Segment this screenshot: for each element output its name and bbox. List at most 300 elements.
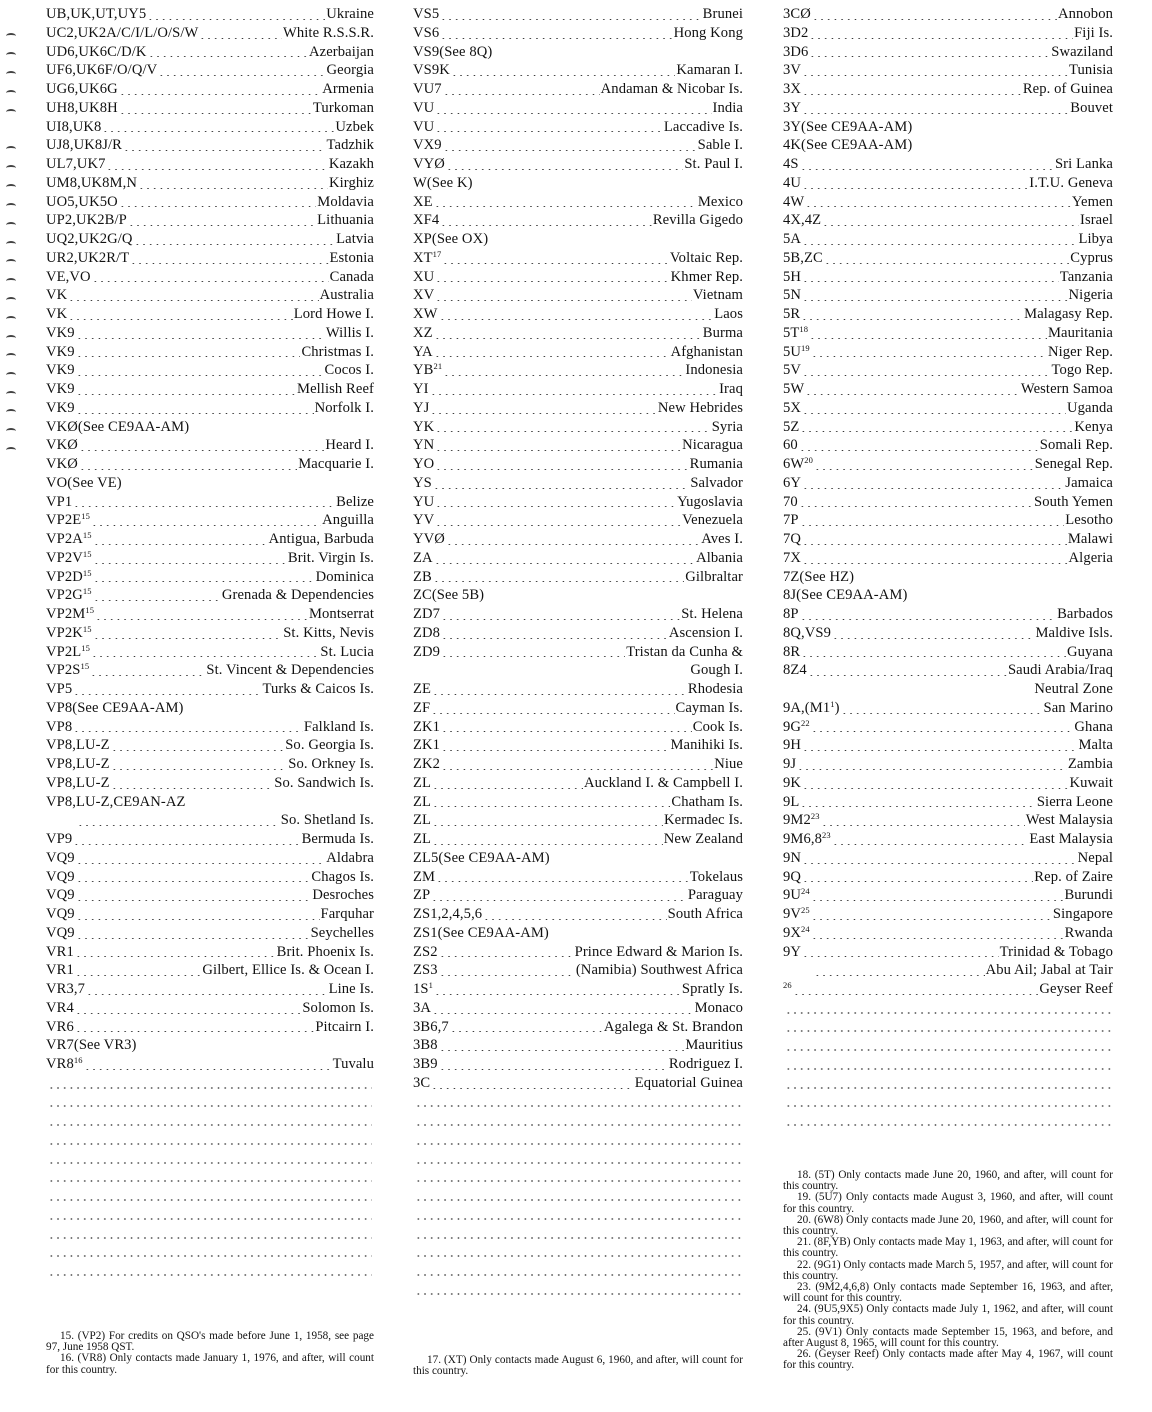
margin-mark [6,33,16,39]
dot-leader [48,1105,372,1107]
country-name: Sable I. [697,137,743,154]
prefix-text: ZL [413,831,432,847]
dot-leader [802,563,1067,564]
call-prefix [413,586,484,605]
country-name: Monaco [694,999,743,1016]
country-name: Gilbert, Ellice Is. & Ocean I. [202,962,374,979]
country-name: Yugoslavia [677,493,743,510]
list-item [413,868,743,887]
blank-entry-line [783,1018,1113,1037]
dot-leader [832,638,1034,639]
prefix-text: VQ9 [46,868,75,885]
list-item [46,830,374,849]
call-prefix [413,605,440,624]
dot-leader [434,206,697,207]
country-name: St. Lucia [320,643,374,660]
country-name: Malta [1078,737,1113,754]
list-item [413,80,743,99]
country-name: Annobon [1057,6,1113,22]
list-item [46,849,374,868]
country-name: Albania [696,549,743,566]
list-item [783,43,1113,62]
dot-leader [441,619,680,620]
call-prefix [46,80,118,99]
call-prefix [46,868,75,887]
country-name: I.T.U. Geneva [1029,174,1113,191]
country-name: Israel [1079,212,1113,229]
prefix-text: 4X,4Z [783,212,822,229]
footnote-ref: 15 [85,605,95,615]
country-name: Falkland Is. [303,718,374,735]
prefix-text: VK9 [46,362,75,379]
dot-leader [802,413,1066,414]
dot-leader [435,300,692,301]
dot-leader [441,769,713,770]
list-item [413,136,743,155]
list-item [46,811,374,830]
dot-leader [434,563,695,564]
call-prefix [46,1036,137,1055]
dot-leader [76,919,320,920]
country-name: Brit. Phoenix Is. [276,943,374,960]
call-prefix [46,61,157,80]
dot-leader [95,619,308,620]
prefix-text: YB [413,362,434,379]
blank-entry-line [46,1186,374,1205]
country-name: Togo Rep. [1051,362,1113,379]
prefix-text: 9H [783,737,802,754]
prefix-text: VK9 [46,343,75,360]
dot-leader [439,1069,668,1070]
prefix-text: XW [413,306,438,322]
list-item [413,493,743,512]
country-name: Heard I. [325,437,374,454]
call-prefix [413,718,440,737]
country-name: Kamaran I. [676,62,743,79]
footnote-ref: 24 [801,886,810,897]
list-item [46,324,374,343]
blank-entry-line [413,1093,743,1112]
list-item [46,999,374,1018]
list-item [783,474,1113,493]
country-name: Tunisia [1069,62,1113,79]
prefix-text: VS6 [413,24,440,41]
country-name: Fiji Is. [1074,24,1113,41]
prefix-text: ZC(See 5B) [413,587,485,604]
prefix-text: VQ9 [46,887,75,904]
country-name: Singapore [1052,906,1113,922]
prefix-text: 5H [783,268,802,285]
call-prefix [46,793,186,812]
dot-leader [435,431,710,432]
prefix-text: 3Y(See CE9AA-AM) [783,118,913,135]
call-prefix [413,5,439,24]
prefix-text: 8P [783,606,799,622]
prefix-text: 9A,(M1 [783,699,831,716]
prefix-text: UM8,UK8M,N [46,174,137,191]
list-item [783,699,1113,718]
list-item [783,886,1113,905]
prefix-text: VO(See VE) [46,474,122,491]
call-prefix [413,249,441,268]
prefix-text: VS5 [413,6,440,22]
dot-leader [832,844,1029,845]
prefix-text: VP2D [46,568,83,585]
call-prefix [413,24,439,43]
dot-leader [432,806,670,807]
country-name: Brit. Virgin Is. [287,549,374,566]
footnote-ref: 17 [432,248,442,259]
dot-leader [802,544,1067,545]
list-item [783,61,1113,80]
call-prefix [413,905,482,924]
dot-leader [48,1162,372,1164]
dot-leader [811,356,1047,357]
prefix-text: 9V [783,906,802,922]
call-prefix [783,886,810,905]
prefix-text: UB,UK,UT,UY5 [46,6,147,22]
prefix-text: VP1 [46,493,73,510]
call-prefix [783,980,792,999]
call-prefix [413,680,431,699]
call-prefix [46,361,75,380]
dot-leader [75,1013,301,1014]
prefix-text: VP8,LU-Z [46,774,110,791]
list-item [413,586,743,605]
call-prefix [46,249,129,268]
list-item [413,24,743,43]
margin-mark [6,52,16,58]
list-item [783,905,1113,924]
dot-leader [76,881,311,882]
dot-leader [93,581,315,582]
list-item [46,586,374,605]
dot-leader [415,1255,741,1257]
list-item [46,24,374,43]
list-item [783,155,1113,174]
call-prefix [413,980,433,999]
list-item [413,380,743,399]
dot-leader [785,1087,1111,1089]
list-item [46,474,374,493]
list-item [413,1055,743,1074]
prefix-text: ZS1,2,4,5,6 [413,906,483,922]
prefix-text: 9N [783,849,802,866]
margin-mark [6,428,16,434]
call-prefix [783,380,804,399]
list-item [413,830,743,849]
call-prefix [413,268,434,287]
list-item [783,436,1113,455]
prefix-text: 3D6 [783,43,809,60]
prefix-text: 4U [783,174,802,191]
footnote-ref: 15 [82,586,92,597]
prefix-text: 3CØ [783,6,811,22]
dot-leader [432,825,663,826]
country-name: Neutral Zone [1034,681,1113,697]
dot-leader [450,1031,603,1032]
call-prefix [783,905,810,924]
margin-mark [6,259,16,265]
call-prefix [783,568,854,587]
call-prefix [46,849,75,868]
call-prefix [413,399,429,418]
dot-leader [801,656,1066,657]
prefix-text: ZD9 [413,643,441,660]
dot-leader [76,394,296,395]
dot-leader [811,919,1052,920]
list-item [413,793,743,812]
footnote: 21. (8F,YB) Only contacts made May 1, 1963, and after, will count for this country. [783,1236,1113,1260]
list-item [413,643,743,662]
call-prefix [413,99,434,118]
dot-leader [435,469,688,470]
list-item [46,5,374,24]
list-item [783,830,1113,849]
list-item [46,661,374,680]
blank-entry-line [46,1130,374,1149]
dot-leader [79,450,324,451]
country-name: (Namibia) Southwest Africa [575,962,743,979]
dot-leader [434,338,702,339]
dot-leader [814,469,1034,470]
list-item [413,605,743,624]
list-item [413,1036,743,1055]
list-item [413,924,743,943]
prefix-text: VQ9 [46,906,75,922]
list-item [413,680,743,699]
footnote-ref: 22 [801,717,810,728]
call-prefix [413,230,488,249]
footnote-ref: 16 [73,1055,83,1065]
dot-leader [811,938,1064,939]
footnote: 17. (XT) Only contacts made August 6, 1960, and after, will count for this country. [413,1354,743,1378]
country-name: Syria [711,418,743,435]
call-prefix [413,305,438,324]
call-prefix [783,493,798,512]
country-name: Cocos I. [324,362,374,379]
list-item [783,324,1113,343]
prefix-text: VP9 [46,831,73,847]
country-name: St. Helena [681,606,743,622]
country-name: Desroches [312,887,374,904]
dot-leader [415,1293,741,1295]
prefix-text: 5N [783,287,802,304]
dot-leader [443,150,697,151]
list-item [783,868,1113,887]
list-item [413,193,743,212]
country-name: St. Vincent & Dependencies [206,662,374,679]
dot-leader [68,300,318,301]
list-item [783,418,1113,437]
call-prefix [46,418,189,437]
country-name: Macquarie I. [298,456,374,472]
dot-leader [439,975,575,976]
list-item [783,511,1113,530]
country-name: Nepal [1077,849,1113,866]
country-name: San Marino [1043,699,1113,716]
country-name: Armenia [322,81,374,97]
country-name: Revilla Gigedo [652,212,743,229]
blank-entry-line [783,1036,1113,1055]
prefix-text: 5W [783,381,805,397]
call-prefix [46,230,133,249]
dot-leader [102,131,334,132]
dot-leader [435,506,676,507]
prefix-text: VX9 [413,137,442,154]
country-name: Sierra Leone [1036,793,1113,810]
country-name: Senegal Rep. [1034,456,1113,472]
prefix-text: VR4 [46,999,74,1016]
prefix-text: 9Y [783,943,802,960]
call-prefix [46,118,101,137]
list-item [413,943,743,962]
prefix-text: VKØ(See CE9AA-AM) [46,418,190,435]
dot-leader [434,994,681,995]
call-prefix [783,849,801,868]
list-item [46,174,374,193]
dot-leader [431,1088,633,1089]
prefix-text: VP2K [46,624,83,641]
dot-leader [802,75,1068,76]
list-item [46,211,374,230]
prefix-text: VK9 [46,324,75,341]
footnote-ref: 15 [82,530,92,540]
call-prefix [46,886,75,905]
prefix-text: 7X [783,549,802,566]
country-name: So. Georgia Is. [285,737,374,754]
list-item [413,886,743,905]
list-item [783,661,1113,680]
list-item [783,774,1113,793]
country-name: Saudi Arabia/Iraq [1007,662,1113,679]
list-item [46,361,374,380]
dot-leader [130,263,328,264]
call-prefix [46,324,75,343]
call-prefix [413,118,434,137]
list-item [46,99,374,118]
list-item [413,718,743,737]
prefix-text: 9M2 [783,812,811,829]
margin-mark [6,316,16,322]
call-prefix [783,736,801,755]
prefix-text: ZL [413,793,432,810]
call-prefix [413,193,433,212]
country-name: Bermuda Is. [301,831,374,847]
list-item [413,155,743,174]
dot-leader [111,750,285,751]
prefix-text: ZL [413,774,432,791]
dot-leader [128,225,316,226]
country-name: Andaman & Nicobar Is. [600,81,743,97]
list-item [413,99,743,118]
list-item [783,755,1113,774]
dot-leader [799,450,1039,451]
list-item [413,436,743,455]
prefix-text: 9M6,8 [783,831,823,847]
list-item [46,455,374,474]
dot-leader [785,1012,1111,1014]
list-item [783,455,1113,474]
call-prefix [413,511,434,530]
call-prefix [46,605,94,624]
dot-leader [48,1087,372,1089]
margin-mark [6,184,16,190]
blank-entry-line [783,1093,1113,1112]
country-name: Tokelaus [689,868,743,885]
prefix-text: XE [413,193,433,210]
footnote-ref: 23 [810,811,820,822]
blank-entry-line [783,1055,1113,1074]
call-prefix [413,849,550,868]
prefix-text: YV [413,512,435,529]
prefix-text: ZK2 [413,756,441,772]
dot-leader [76,938,310,939]
country-name: Niger Rep. [1047,343,1113,360]
footnote-ref: 26 [783,980,792,990]
list-item [46,436,374,455]
list-item [783,286,1113,305]
dot-leader [433,488,689,489]
dot-leader [814,975,985,976]
prefix-text: VP2V [46,549,83,566]
country-name: Belize [336,493,374,510]
call-prefix [783,249,823,268]
list-item [46,755,374,774]
prefix-text: YK [413,418,435,435]
column-right [783,5,1113,1130]
prefix-text: UP2,UK2B/P [46,212,127,229]
call-prefix [46,568,92,587]
call-prefix [46,343,75,362]
call-prefix [413,80,442,99]
dot-leader [446,169,683,170]
blank-entry-line [413,1280,743,1299]
list-item [783,230,1113,249]
call-prefix [46,961,74,980]
call-prefix [783,661,807,680]
margin-mark [6,447,16,453]
country-name: Prince Edward & Marion Is. [574,943,743,960]
blank-entry-line [413,1224,743,1243]
country-name: Somali Rep. [1039,437,1113,454]
dot-leader [441,656,625,657]
call-prefix [413,886,430,905]
dot-leader [811,900,1064,901]
list-item [783,586,1113,605]
footnote-ref: 23 [822,830,831,840]
country-name: Tanzania [1059,268,1113,285]
prefix-text: VK9 [46,381,75,397]
dot-leader [802,188,1028,189]
call-prefix [46,586,92,605]
call-prefix [413,530,445,549]
dot-leader [802,94,1022,95]
list-item [413,999,743,1018]
call-prefix [413,174,473,193]
column-middle [413,5,743,1299]
blank-entry-line [413,1111,743,1130]
country-name: Auckland I. & Campbell I. [584,774,743,791]
list-item [46,193,374,212]
prefix-text: YVØ [413,531,445,547]
footnotes-left [46,1331,374,1376]
country-name: Rhodesia [687,681,743,697]
dot-leader [824,263,1069,264]
prefix-text: YN [413,437,435,454]
dot-leader [793,994,1039,995]
blank-entry-line [46,1205,374,1224]
